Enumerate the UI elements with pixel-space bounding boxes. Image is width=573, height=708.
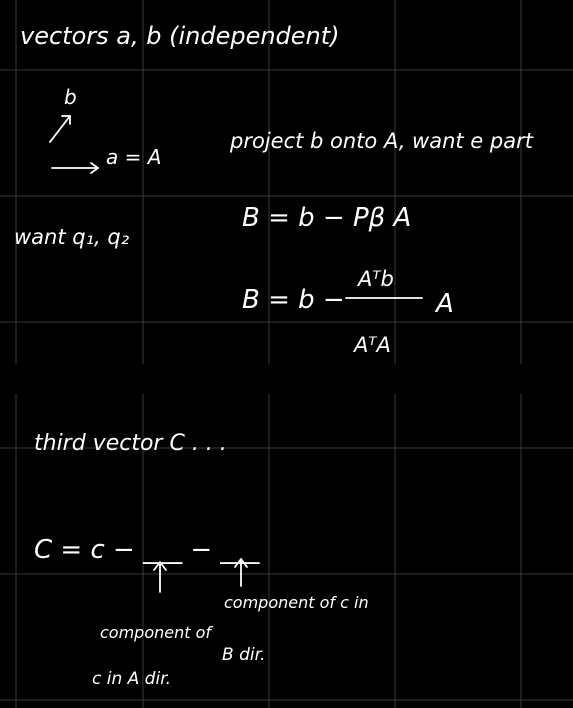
annotation-left-line2: c in A dir. [92, 669, 172, 689]
third-vector-text: third vector C . . . [34, 431, 227, 456]
equation-B-denominator: AᵀA [354, 333, 391, 357]
title-text: vectors a, b (independent) [20, 22, 340, 50]
equation-B-numerator: Aᵀb [358, 267, 394, 291]
equation-B-rhs: A [436, 289, 454, 319]
vector-b-label: b [64, 85, 77, 109]
equation-B-lhs: B = b − [242, 285, 345, 315]
equation-C: C = c − ___ − ___ [34, 535, 260, 565]
vector-a-equals-A: a = A [106, 145, 162, 169]
annotation-right-line2: B dir. [222, 645, 266, 665]
equation-B-projection: B = b − Pβ A [242, 203, 412, 233]
project-text: project b onto A, want e part [230, 129, 533, 153]
want-q-text: want q₁, q₂ [14, 225, 130, 249]
annotation-left-line1: component of [100, 623, 212, 642]
annotation-right-line1: component of c in [224, 593, 369, 612]
